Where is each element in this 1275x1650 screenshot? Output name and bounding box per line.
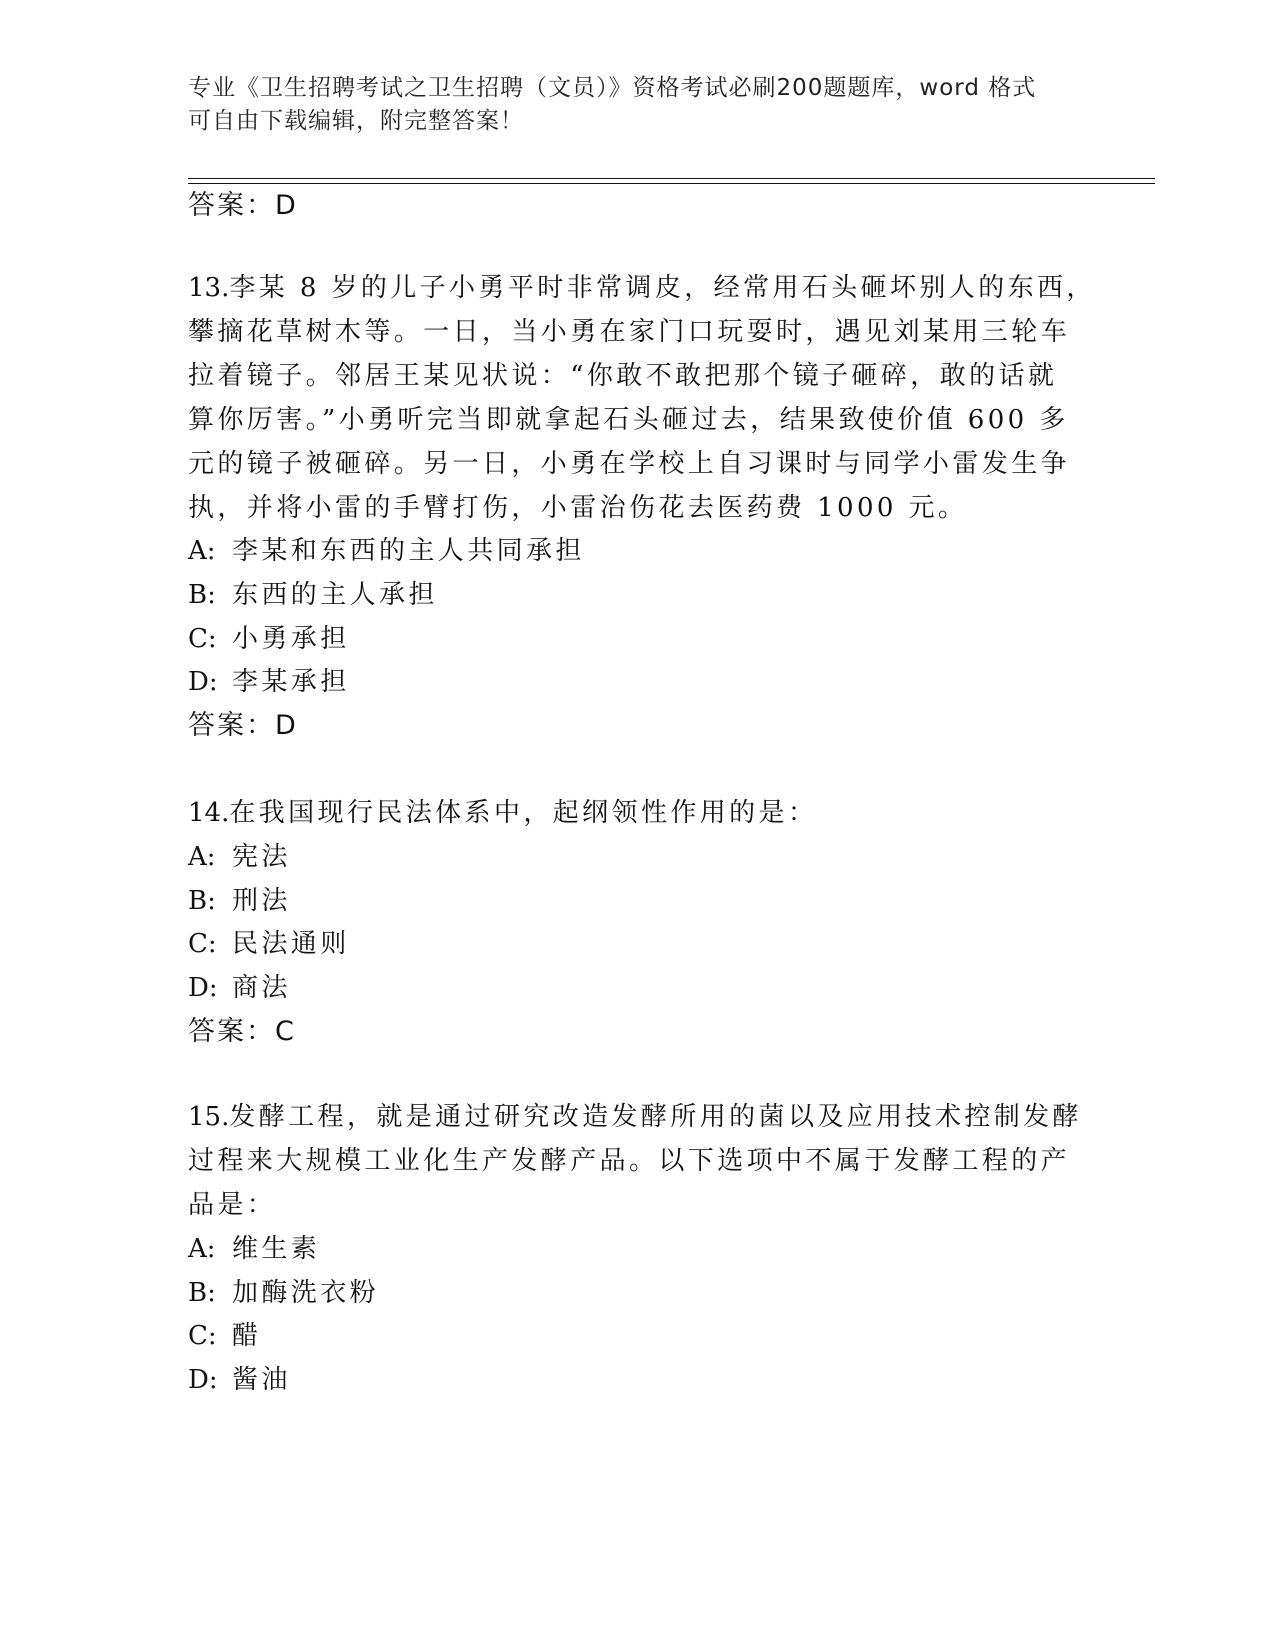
question-number: 13. [188,273,230,303]
option-letter: A: [188,842,216,872]
option-text: 李某承担 [232,667,350,697]
question-15-option-d [188,1362,291,1398]
question-number: 14. [188,798,230,828]
question-15-line-1 [188,1099,1082,1135]
question-15-line-3: 品是： [188,1190,277,1220]
option-text: 醋 [232,1321,262,1351]
question-13-line-4: 算你厉害。”小勇听完当即就拿起石头砸过去，结果致使价值 600 多 [188,405,1069,435]
question-14-option-c [188,926,350,962]
option-letter: D: [188,667,218,697]
option-letter: C: [188,1321,217,1351]
option-text: 商法 [232,973,291,1003]
question-text: 李某 8 岁的儿子小勇平时非常调皮，经常用石头砸坏别人的东西， [229,273,1096,303]
previous-answer: 答案：D [188,190,298,221]
question-13-option-d [188,664,350,700]
question-14-line-1 [188,795,817,831]
header-rule-bottom [188,183,1155,184]
option-letter: B: [188,886,216,916]
document-header [188,72,1068,138]
question-15-option-a [188,1231,320,1267]
option-text: 宪法 [232,842,291,872]
option-text: 小勇承担 [232,624,350,654]
question-14-option-b [188,883,291,919]
option-text: 刑法 [232,886,291,916]
header-rule-top [188,178,1155,179]
header-line-2: 可自由下载编辑，附完整答案！ [188,108,524,134]
option-text: 维生素 [232,1234,321,1264]
option-letter: A: [188,1234,216,1264]
question-13-option-c [188,621,350,657]
option-letter: C: [188,929,217,959]
option-letter: A: [188,536,216,566]
header-line-1: 专业《卫生招聘考试之卫生招聘（文员）》资格考试必刷200题题库，word 格式 [188,75,1037,101]
question-15-line-2: 过程来大规模工业化生产发酵产品。以下选项中不属于发酵工程的产 [188,1146,1071,1176]
option-letter: C: [188,624,217,654]
question-13-answer: 答案：D [188,710,298,741]
question-13-line-5: 元的镜子被砸碎。另一日，小勇在学校上自习课时与同学小雷发生争 [188,449,1071,479]
question-13-line-2: 攀摘花草树木等。一日，当小勇在家门口玩耍时，遇见刘某用三轮车 [188,317,1071,347]
question-13-line-3: 拉着镜子。邻居王某见状说：“你敢不敢把那个镜子砸碎，敢的话就 [188,361,1058,391]
option-text: 李某和东西的主人共同承担 [232,536,585,566]
question-13-line-6: 执，并将小雷的手臂打伤，小雷治伤花去医药费 1000 元。 [188,493,968,523]
option-text: 民法通则 [232,929,350,959]
option-text: 酱油 [232,1365,291,1395]
question-14-answer: 答案：C [188,1016,296,1047]
question-13-line-1 [188,270,1096,306]
option-letter: D: [188,973,218,1003]
question-14-option-a [188,839,291,875]
question-text: 发酵工程，就是通过研究改造发酵所用的菌以及应用技术控制发酵 [229,1102,1082,1132]
option-text: 东西的主人承担 [232,580,438,610]
question-text: 在我国现行民法体系中，起纲领性作用的是： [229,798,818,828]
option-letter: B: [188,580,216,610]
option-text: 加酶洗衣粉 [232,1278,380,1308]
question-15-option-c [188,1318,261,1354]
question-13-option-b [188,577,438,613]
question-13-option-a [188,533,585,569]
option-letter: B: [188,1278,216,1308]
question-14-option-d [188,970,291,1006]
question-15-option-b [188,1275,379,1311]
question-number: 15. [188,1102,230,1132]
option-letter: D: [188,1365,218,1395]
